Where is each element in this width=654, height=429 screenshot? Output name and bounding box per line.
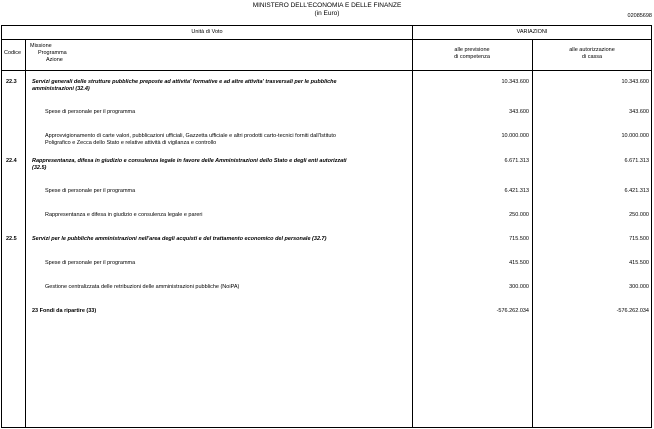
table-row-label: 23 Fondi da ripartire (33) <box>32 308 97 314</box>
table-row-competenza: 343.600 <box>509 109 529 115</box>
table-row-label: Spese di personale per il programma <box>45 188 136 194</box>
table-row-code: 22.5 <box>6 236 17 242</box>
header-missione: Missione <box>30 43 52 49</box>
table-row-cassa: 10.000.000 <box>621 133 649 139</box>
table-row-cassa: 300.000 <box>629 284 649 290</box>
header-competenza-1: alle previsione <box>454 47 490 53</box>
header-azione: Azione <box>46 57 63 63</box>
table-row-label-cont: (32.5) <box>32 165 47 171</box>
col-divider-codice <box>25 40 26 427</box>
header-divider-1 <box>2 39 651 40</box>
table-row-competenza: 6.671.313 <box>504 158 529 164</box>
table-row-label: Servizi per le pubbliche amministrazioni nell'area degli acquisti e del trattamento economico del personale (32.7) <box>32 236 327 242</box>
table-row-label: Gestione centralizzata delle retribuzioni delle amministrazioni pubbliche (NoiPA) <box>45 284 240 290</box>
header-divider-2 <box>2 70 651 71</box>
table-row-cassa: 6.671.313 <box>624 158 649 164</box>
currency-note: (in Euro) <box>314 10 340 17</box>
table-row-code: 22.4 <box>6 158 17 164</box>
table-row-code: 22.3 <box>6 79 17 85</box>
table-row-label-cont: Poligrafico e Zecca dello Stato e relative attività di vigilanza e controllo <box>45 140 217 146</box>
table-row-cassa: 415.500 <box>629 260 649 266</box>
table-row-competenza: 6.421.313 <box>504 188 529 194</box>
table-row-label: Servizi generali delle strutture pubbliche preposte ad attivita' formative e ad altre attivita' trasversali per le pubbliche <box>32 79 337 85</box>
table-row-competenza: 300.000 <box>509 284 529 290</box>
table-row-competenza: 250.000 <box>509 212 529 218</box>
table-row-competenza: -576.262.034 <box>496 308 529 314</box>
table-row-cassa: 715.500 <box>629 236 649 242</box>
table-row-cassa: 343.600 <box>629 109 649 115</box>
ministry-title: MINISTERO DELL'ECONOMIA E DELLE FINANZE <box>252 2 402 9</box>
col-divider-cassa <box>532 40 533 427</box>
table-row-cassa: 10.343.600 <box>621 79 649 85</box>
header-variazioni: VARIAZIONI <box>516 29 548 35</box>
header-cassa-2: di cassa <box>581 54 603 60</box>
header-competenza-2: di competenza <box>454 54 490 60</box>
document-code: 02085698 <box>627 13 652 19</box>
table-row-cassa: 6.421.313 <box>624 188 649 194</box>
table-row-competenza: 10.343.600 <box>501 79 529 85</box>
table-row-cassa: 250.000 <box>629 212 649 218</box>
table-row-label: Approvvigionamento di carte valori, pubblicazioni ufficiali, Gazzetta ufficiale e altri prodotti carto-tecnici forniti dall'Istituto <box>45 133 336 139</box>
table-row-label: Rappresentanza e difesa in giudizio e consulenza legale e pareri <box>45 212 203 218</box>
table-row-competenza: 10.000.000 <box>501 133 529 139</box>
table-row-label: Spese di personale per il programma <box>45 260 136 266</box>
header-codice: Codice <box>4 50 22 56</box>
header-programma: Programma <box>38 50 67 56</box>
table-row-cassa: -576.262.034 <box>616 308 649 314</box>
table-row-label: Rappresentanza, difesa in giudizio e consulenza legale in favore delle Amministrazioni dello Stato e degli enti autorizzati <box>32 158 347 164</box>
header-cassa-1: alle autorizzazione <box>569 47 615 53</box>
table-row-competenza: 715.500 <box>509 236 529 242</box>
table-row-competenza: 415.500 <box>509 260 529 266</box>
col-divider-variazioni <box>412 26 413 427</box>
table-row-label-cont: amministrazioni (32.4) <box>32 86 90 92</box>
budget-table <box>1 25 652 428</box>
header-unita: Unità di Voto <box>191 29 223 35</box>
table-row-label: Spese di personale per il programma <box>45 109 136 115</box>
